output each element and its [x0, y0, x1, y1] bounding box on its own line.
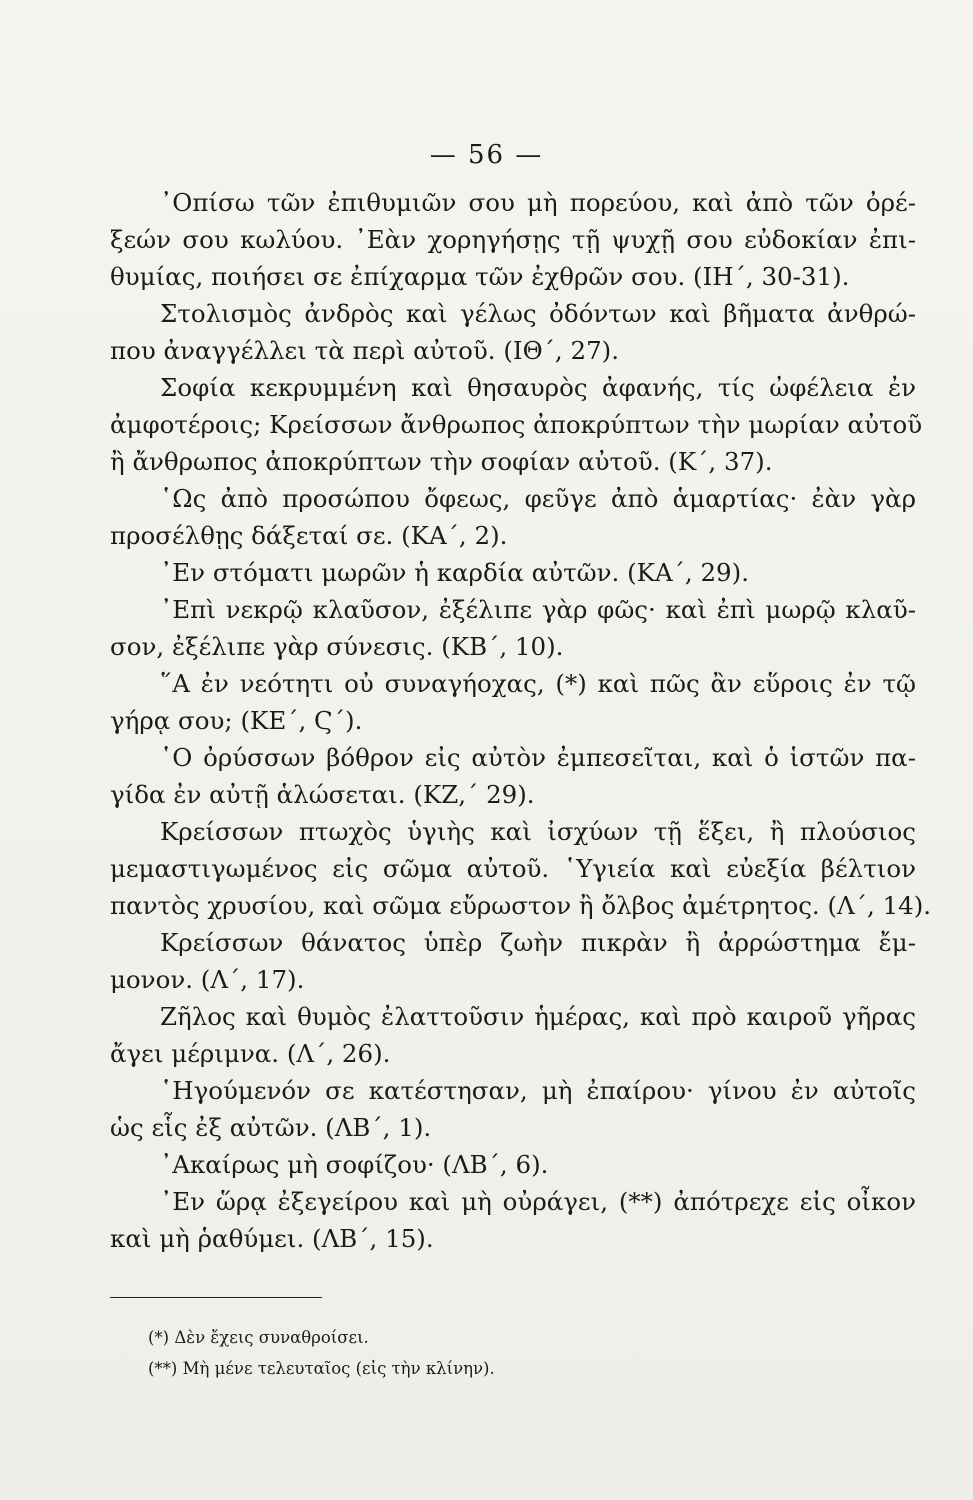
text-line: γήρᾳ σου; (ΚΕ΄, Ϛ΄). [110, 706, 363, 735]
text-line: μεμαστιγωμένος εἰς σῶμα αὐτοῦ. ῾Υγιεία καὶ εὐεξία βέλτιον [110, 854, 916, 883]
text-line: ἢ ἄνθρωπος ἀποκρύπτων τὴν σοφίαν αὐτοῦ. (Κ΄, 37). [110, 447, 773, 476]
text-line: ᾿Εν ὥρᾳ ἐξεγείρου καὶ μὴ οὐράγει, (**) ἀπότρεχε εἰς οἶκον [160, 1187, 916, 1216]
text-line: ᾿Επὶ νεκρῷ κλαῦσον, ἐξέλιπε γὰρ φῶς· καὶ ἐπὶ μωρῷ κλαῦ- [160, 595, 916, 624]
text-line: ἀμφοτέροις; Κρείσσων ἄνθρωπος ἀποκρύπτων τὴν μωρίαν αὐτοῦ [110, 410, 923, 439]
footnote-2: (**) Μὴ μένε τελευταῖος (εἰς τὴν κλίνην). [148, 1359, 495, 1378]
text-line: Ζῆλος καὶ θυμὸς ἐλαττοῦσιν ἡμέρας, καὶ πρὸ καιροῦ γῆρας [160, 1002, 916, 1031]
text-line: ξεών σου κωλύου. ᾿Εὰν χορηγήσῃς τῇ ψυχῇ σου εὐδοκίαν ἐπι- [110, 225, 916, 254]
text-line: ῾Ηγούμενόν σε κατέστησαν, μὴ ἐπαίρου· γίνου ἐν αὐτοῖς [160, 1076, 916, 1105]
text-line: σον, ἐξέλιπε γὰρ σύνεσις. (ΚΒ΄, 10). [110, 632, 564, 661]
text-line: που ἀναγγέλλει τὰ περὶ αὐτοῦ. (ΙΘ΄, 27). [110, 336, 619, 365]
main-text [110, 184, 932, 1257]
text-line: Κρείσσων θάνατος ὑπὲρ ζωὴν πικρὰν ἢ ἀρρώστημα ἔμ- [160, 928, 916, 957]
text-line: θυμίας, ποιήσει σε ἐπίχαρμα τῶν ἐχθρῶν σου. (ΙΗ΄, 30-31). [110, 262, 850, 291]
text-line: Σοφία κεκρυμμένη καὶ θησαυρὸς ἀφανής, τίς ὠφέλεια ἐν [160, 373, 916, 402]
text-line: καὶ μὴ ῥαθύμει. (ΛΒ΄, 15). [110, 1224, 434, 1253]
footnote-divider [110, 1297, 322, 1298]
text-line: ᾿Ακαίρως μὴ σοφίζου· (ΛΒ΄, 6). [160, 1150, 549, 1179]
text-line: ὡς εἷς ἐξ αὐτῶν. (ΛΒ΄, 1). [110, 1113, 432, 1142]
text-line: ῾Ο ὀρύσσων βόθρον εἰς αὐτὸν ἐμπεσεῖται, καὶ ὁ ἱστῶν πα- [160, 743, 916, 772]
text-line: Στολισμὸς ἀνδρὸς καὶ γέλως ὀδόντων καὶ βῆματα ἀνθρώ- [160, 299, 916, 328]
text-line: προσέλθῃς δάξεταί σε. (ΚΑ΄, 2). [110, 521, 508, 550]
text-line: ᾿Οπίσω τῶν ἐπιθυμιῶν σου μὴ πορεύου, καὶ ἀπὸ τῶν ὀρέ- [160, 188, 916, 217]
text-line: παντὸς χρυσίου, καὶ σῶμα εὔρωστον ἢ ὄλβος ἀμέτρητος. (Λ΄, 14). [110, 891, 932, 920]
page-number: — 56 — [429, 140, 544, 170]
text-line: μονον. (Λ΄, 17). [110, 965, 305, 994]
text-line: ῞Α ἐν νεότητι οὐ συναγήοχας, (*) καὶ πῶς ἂν εὕροις ἐν τῷ [160, 669, 916, 698]
text-line: γίδα ἐν αὐτῇ ἁλώσεται. (ΚΖ,΄ 29). [110, 780, 535, 809]
footnote-1: (*) Δὲν ἔχεις συναθροίσει. [148, 1328, 369, 1347]
text-line: Κρείσσων πτωχὸς ὑγιὴς καὶ ἰσχύων τῇ ἕξει, ἢ πλούσιος [160, 817, 916, 846]
footnotes [148, 1322, 495, 1384]
text-line: ἄγει μέριμνα. (Λ΄, 26). [110, 1039, 391, 1068]
text-line: ῾Ως ἀπὸ προσώπου ὄφεως, φεῦγε ἀπὸ ἁμαρτίας· ἐὰν γὰρ [160, 484, 916, 513]
text-line: ᾿Εν στόματι μωρῶν ἡ καρδία αὐτῶν. (ΚΑ΄, 29). [160, 558, 749, 587]
